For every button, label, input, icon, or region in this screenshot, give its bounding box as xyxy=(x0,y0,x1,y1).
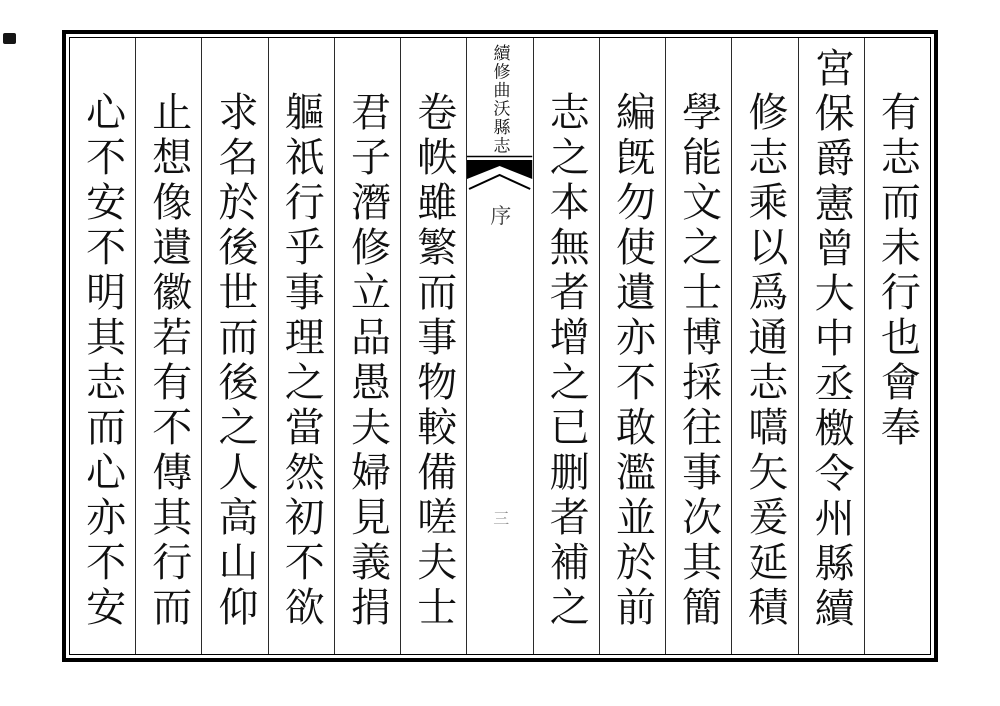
text-column-12 xyxy=(70,38,135,654)
text-area xyxy=(69,37,931,655)
column-text: 宮保爵憲曾大中丞檄令州縣續 xyxy=(809,47,855,632)
column-text: 止想像遺徽若有不傳其行而 xyxy=(146,91,192,631)
column-text: 君子潛修立品愚夫婦見義捐 xyxy=(345,91,391,631)
text-column-06 xyxy=(533,38,599,654)
page-frame xyxy=(62,30,938,662)
text-column-05 xyxy=(599,38,665,654)
fishtail-ornament-icon xyxy=(467,155,532,193)
text-column-11 xyxy=(135,38,201,654)
section-label: 序 xyxy=(490,204,512,228)
page-number: 三 xyxy=(493,511,510,528)
column-text: 志之本無者增之已删者補之 xyxy=(544,91,590,631)
column-text: 修志乘以爲通志嚆矢爰延積 xyxy=(742,91,788,631)
column-text: 求名於後世而後之人高山仰 xyxy=(213,91,259,631)
scan-artifact xyxy=(3,33,16,44)
column-text: 軀祇行乎事理之當然初不欲 xyxy=(279,91,325,631)
text-column-01 xyxy=(864,38,930,654)
book-title: 續修曲沃縣志 xyxy=(490,44,510,155)
text-column-04 xyxy=(665,38,731,654)
center-heading-column xyxy=(466,38,532,654)
column-text: 心不安不明其志而心亦不安 xyxy=(80,91,126,631)
column-text: 學能文之士博採往事次其簡 xyxy=(676,91,722,631)
text-column-10 xyxy=(201,38,267,654)
text-column-09 xyxy=(268,38,334,654)
column-text: 有志而未行也會奉 xyxy=(875,91,921,451)
text-column-03 xyxy=(731,38,797,654)
column-text: 編旣勿使遺亦不敢濫並於前 xyxy=(610,91,656,631)
text-column-07 xyxy=(400,38,466,654)
text-column-02 xyxy=(798,38,864,654)
text-column-08 xyxy=(334,38,400,654)
column-text: 卷帙雖繁而事物較備嗟夫士 xyxy=(411,91,457,631)
